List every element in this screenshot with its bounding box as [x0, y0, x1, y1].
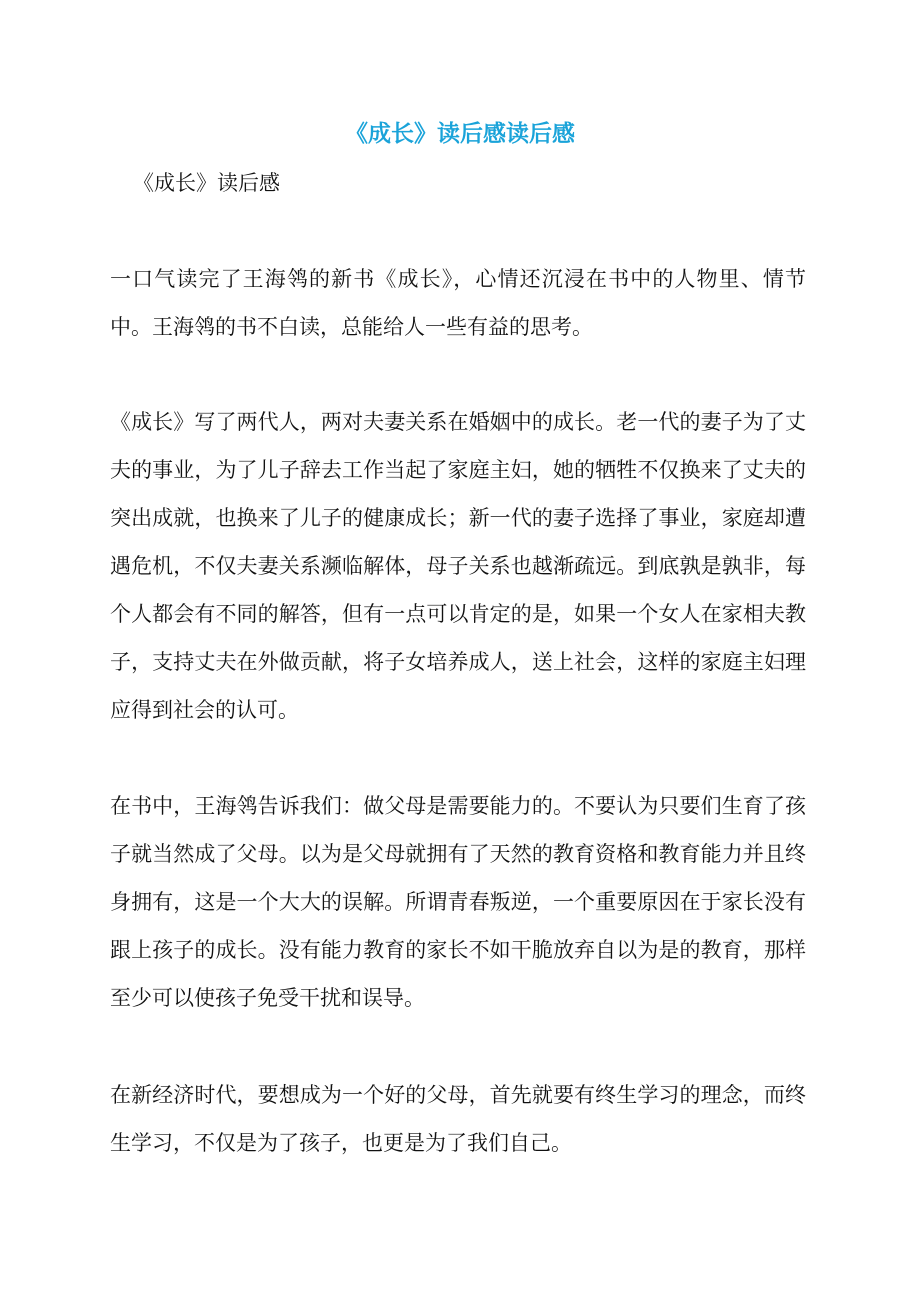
document-title: 《成长》读后感读后感	[345, 120, 575, 147]
paragraph-3: 在书中，王海鸰告诉我们：做父母是需要能力的。不要认为只要们生育了孩子就当然成了父母。以为是父母就拥有了天然的教育资格和教育能力并且终身拥有，这是一个大大的误解。所谓青春叛逆，一个重要原因在于家长没有跟上孩子的成长。没有能力教育的家长不如干脆放弃自以为是的教育，那样至少可以使孩子免受干扰和误导。	[110, 794, 806, 1010]
paragraph-2: 《成长》写了两代人，两对夫妻关系在婚姻中的成长。老一代的妻子为了丈夫的事业，为了儿子辞去工作当起了家庭主妇，她的牺牲不仅换来了丈夫的突出成就，也换来了儿子的健康成长；新一代的妻子选择了事业，家庭却遭遇危机，不仅夫妻关系濒临解体，母子关系也越渐疏远。到底孰是孰非，每个人都会有不同的解答，但有一点可以肯定的是，如果一个女人在家相夫教子，支持丈夫在外做贡献，将子女培养成人，送上社会，这样的家庭主妇理应得到社会的认可。	[110, 410, 806, 722]
document-subtitle: 《成长》读后感	[133, 171, 280, 195]
paragraph-4: 在新经济时代，要想成为一个好的父母，首先就要有终生学习的理念，而终生学习，不仅是为了孩子，也更是为了我们自己。	[110, 1083, 806, 1155]
paragraph-1: 一口气读完了王海鸰的新书《成长》，心情还沉浸在书中的人物里、情节中。王海鸰的书不白读，总能给人一些有益的思考。	[110, 267, 806, 339]
